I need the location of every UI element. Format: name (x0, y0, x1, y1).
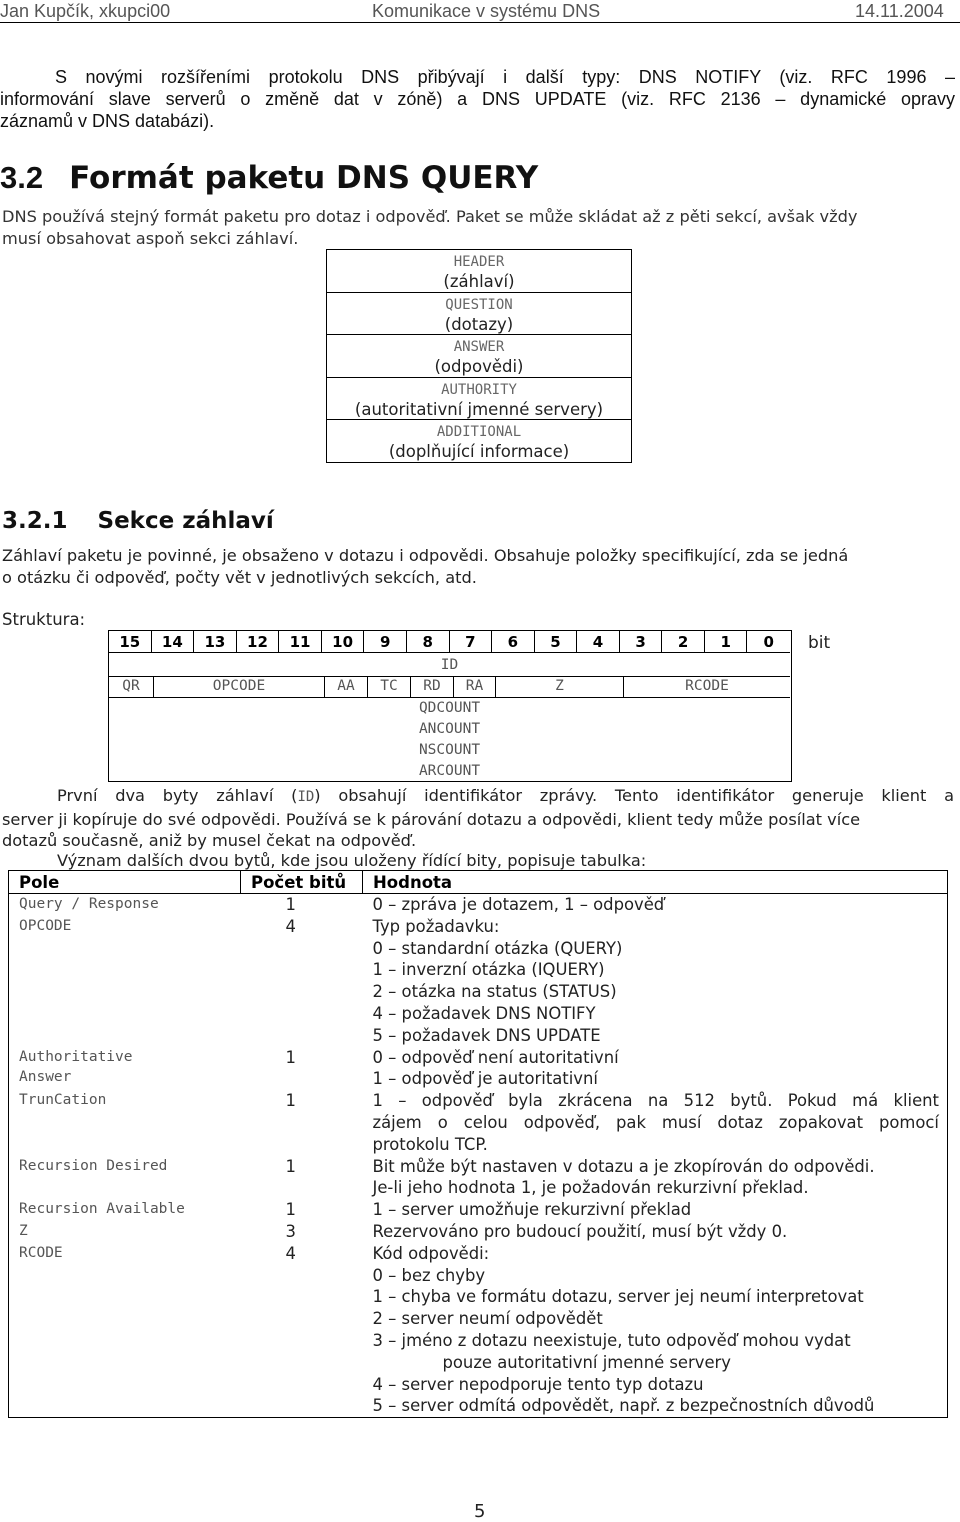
packet-section (327, 378, 631, 421)
value-description (363, 916, 948, 1047)
packet-section (327, 293, 631, 336)
field-name: OPCODE (19, 917, 72, 934)
field-name: RCODE (19, 1244, 63, 1261)
value-line: 2 – otázka na status (STATUS) (372, 982, 617, 1002)
field-rcode: RCODE (685, 678, 729, 694)
value-description (363, 1156, 948, 1200)
table-row (9, 894, 948, 916)
value-line: Rezervováno pro budoucí použití, musí být vždy 0. (372, 1221, 788, 1241)
field-qdcount: QDCOUNT (418, 700, 481, 716)
bit-count: 4 (285, 1243, 296, 1263)
bit-number: 5 (535, 631, 578, 652)
id-line-text: ) obsahují identifikátor zprávy. Tento identifikátor generuje klient a (314, 786, 955, 805)
value-line: Typ požadavku: (372, 916, 500, 936)
col-header-field: Pole (9, 871, 241, 894)
value-line: 0 – standardní otázka (QUERY) (372, 938, 623, 958)
bit-number: 0 (763, 633, 774, 651)
bit-count: 1 (285, 1047, 296, 1067)
field-opcode: OPCODE (154, 676, 325, 697)
field-name-cell (9, 916, 241, 1047)
packet-section-desc: (odpovědi) (434, 357, 524, 376)
packet-section (327, 420, 631, 463)
id-line-text: První dva byty záhlaví ( (57, 786, 298, 805)
header-date: 14.11.2004 (855, 1, 944, 21)
field-name-cell (9, 894, 241, 916)
value-description (363, 1199, 948, 1221)
packet-section-name: ANSWER (453, 339, 505, 355)
field-qr: QR (109, 676, 154, 697)
field-name-cell (9, 1221, 241, 1243)
value-line: 1 – inverzní otázka (IQUERY) (372, 960, 605, 980)
header-structure-grid (108, 630, 792, 782)
intro-line: S novými rozšířeními protokolu DNS přibývají i další typy: DNS NOTIFY (viz. RFC 1996 – (55, 67, 955, 87)
section-title: Formát paketu DNS QUERY (69, 160, 539, 196)
field-name: Z (19, 1222, 28, 1239)
field-name: Recursion Available (19, 1201, 185, 1218)
field-name: Authoritative (19, 1048, 133, 1065)
id-line: server ji kopíruje do své odpovědi. Používá se k párování dotazu a odpovědi, klient tedy může posílat více (2, 809, 861, 829)
value-line: 0 – bez chyby (372, 1265, 486, 1285)
packet-sections-diagram (326, 249, 632, 463)
bit-label: bit (808, 633, 831, 653)
value-line: Kód odpovědi: (372, 1243, 490, 1263)
col-header-value: Hodnota (363, 871, 948, 894)
id-field: ID (440, 657, 459, 673)
id-code: ID (297, 789, 315, 805)
field-name: Recursion Desired (19, 1157, 168, 1174)
packet-section-name: ADDITIONAL (436, 424, 522, 440)
field-name-cell (9, 1243, 241, 1418)
section-line: DNS používá stejný formát paketu pro dotaz i odpověď. Paket se může skládat až z pěti sekcí, avšak vždy (2, 207, 858, 226)
bit-number: 9 (364, 631, 407, 652)
packet-section-name: AUTHORITY (441, 381, 517, 398)
bit-count: 3 (285, 1221, 296, 1241)
field-name: Query / Response (19, 896, 159, 912)
id-paragraph (2, 785, 954, 852)
col-header-bits: Počet bitů (241, 871, 363, 894)
value-line: 1 – odpověď je autoritativní (372, 1069, 598, 1089)
subsection-heading (2, 508, 274, 534)
section-paragraph (2, 206, 857, 249)
value-line: 2 – server neumí odpovědět (372, 1309, 603, 1329)
intro-line: informování slave serverů o změně dat v zóně) a DNS UPDATE (viz. RFC 2136 – dynamické opravy (0, 89, 955, 109)
value-line: 5 – požadavek DNS UPDATE (372, 1025, 601, 1045)
bit-number: 12 (237, 631, 280, 652)
subsection-line: o otázku či odpověď, počty vět v jednotlivých sekcích, atd. (2, 567, 477, 587)
bit-number: 4 (577, 631, 620, 652)
bit-number: 10 (322, 631, 365, 652)
subsection-title: Sekce záhlaví (97, 508, 274, 534)
bit-number: 2 (662, 631, 705, 652)
bit-number: 6 (492, 631, 535, 652)
field-aa: AA (325, 676, 368, 697)
packet-section-name: QUESTION (445, 296, 513, 313)
bit-number-row (109, 631, 790, 653)
table-row (9, 1243, 948, 1418)
value-line: 0 – zpráva je dotazem, 1 – odpověď (372, 895, 665, 914)
value-line: Bit může být nastaven v dotazu a je zkopírován do odpovědi. (372, 1156, 875, 1176)
page-header (0, 0, 960, 24)
field-name-cell (9, 1156, 241, 1200)
table-row (9, 1199, 948, 1221)
structure-label: Struktura: (2, 610, 86, 629)
value-description (363, 1090, 948, 1155)
table-row (9, 1221, 948, 1243)
header-title: Komunikace v systému DNS (372, 1, 601, 21)
field-nscount: NSCOUNT (418, 742, 481, 758)
bit-count: 1 (285, 1200, 296, 1220)
field-name: Answer (19, 1069, 72, 1086)
value-line: 4 – server nepodporuje tento typ dotazu (372, 1374, 704, 1394)
section-heading (0, 160, 538, 196)
header-author: Jan Kupčík, xkupci00 (0, 1, 171, 21)
intro-line: záznamů v DNS databázi). (0, 111, 215, 131)
value-description (363, 1047, 948, 1091)
table-row (9, 1156, 948, 1200)
value-line: 1 – chyba ve formátu dotazu, server jej neumí interpretovat (372, 1287, 864, 1307)
field-name-cell (9, 1199, 241, 1221)
value-description (363, 1221, 948, 1243)
value-line: zájem o celou odpověď, pak musí dotaz zopakovat pomocí (372, 1112, 939, 1132)
field-name: TrunCation (19, 1092, 107, 1109)
table-row (9, 916, 948, 1047)
section-line: musí obsahovat aspoň sekci záhlaví. (2, 228, 299, 248)
packet-section-desc: (záhlaví) (443, 272, 515, 291)
subsection-number: 3.2.1 (2, 508, 68, 534)
value-line: 3 – jméno z dotazu neexistuje, tuto odpověď mohou vydat (372, 1330, 851, 1350)
intro-paragraph (0, 66, 955, 132)
id-line (2, 785, 954, 809)
packet-section-desc: (doplňující informace) (388, 442, 570, 461)
bit-number: 3 (620, 631, 663, 652)
value-description (363, 894, 948, 916)
bit-number: 8 (407, 631, 450, 652)
packet-section-desc: (dotazy) (444, 314, 514, 334)
field-ra: RA (454, 676, 496, 697)
table-row (9, 1047, 948, 1091)
control-bits-table (8, 870, 948, 1418)
packet-section-desc: (autoritativní jmenné servery) (354, 399, 604, 419)
packet-section (327, 250, 631, 293)
packet-section-name: HEADER (453, 254, 505, 270)
value-description (363, 1243, 948, 1418)
packet-section (327, 335, 631, 378)
field-name-cell (9, 1047, 241, 1091)
section-number: 3.2 (0, 160, 44, 195)
field-z: Z (496, 676, 624, 697)
page-number: 5 (474, 1501, 486, 1522)
bit-count: 1 (285, 1091, 296, 1111)
value-line: 0 – odpověď není autoritativní (372, 1047, 619, 1067)
field-name-cell (9, 1090, 241, 1155)
table-row (9, 1090, 948, 1155)
bit-count: 4 (285, 916, 296, 936)
table-intro-text: Význam dalších dvou bytů, kde jsou uloženy řídící bity, popisuje tabulka: (57, 851, 647, 870)
header-rule (0, 22, 960, 23)
value-line: 1 – server umožňuje rekurzivní překlad (372, 1200, 692, 1220)
value-line: 5 – server odmítá odpovědět, např. z bezpečnostních důvodů (372, 1396, 875, 1416)
id-line: dotazů současně, aniž by musel čekat na odpověď. (2, 831, 417, 850)
value-line: 4 – požadavek DNS NOTIFY (372, 1003, 596, 1023)
field-ancount: ANCOUNT (418, 721, 481, 737)
bit-count: 1 (285, 895, 296, 914)
bit-number: 13 (194, 631, 237, 652)
table-intro (57, 850, 646, 872)
bit-number: 1 (705, 631, 748, 652)
value-line: 1 – odpověď byla zkrácena na 512 bytů. Pokud má klient (372, 1091, 939, 1111)
value-line: Je-li jeho hodnota 1, je požadován rekurzivní překlad. (372, 1178, 809, 1198)
subsection-paragraph (2, 545, 848, 588)
bit-number: 15 (109, 631, 152, 652)
field-tc: TC (368, 676, 411, 697)
field-rd: RD (411, 676, 454, 697)
bit-number: 11 (279, 631, 322, 652)
field-arcount: ARCOUNT (418, 763, 481, 779)
bit-number: 14 (152, 631, 195, 652)
subsection-line: Záhlaví paketu je povinné, je obsaženo v dotazu i odpovědi. Obsahuje položky specifikující, zda se jedná (2, 546, 849, 565)
value-line: protokolu TCP. (372, 1134, 488, 1154)
bit-number: 7 (450, 631, 493, 652)
value-line: pouze autoritativní jmenné servery (442, 1352, 731, 1372)
bit-count: 1 (285, 1156, 296, 1176)
